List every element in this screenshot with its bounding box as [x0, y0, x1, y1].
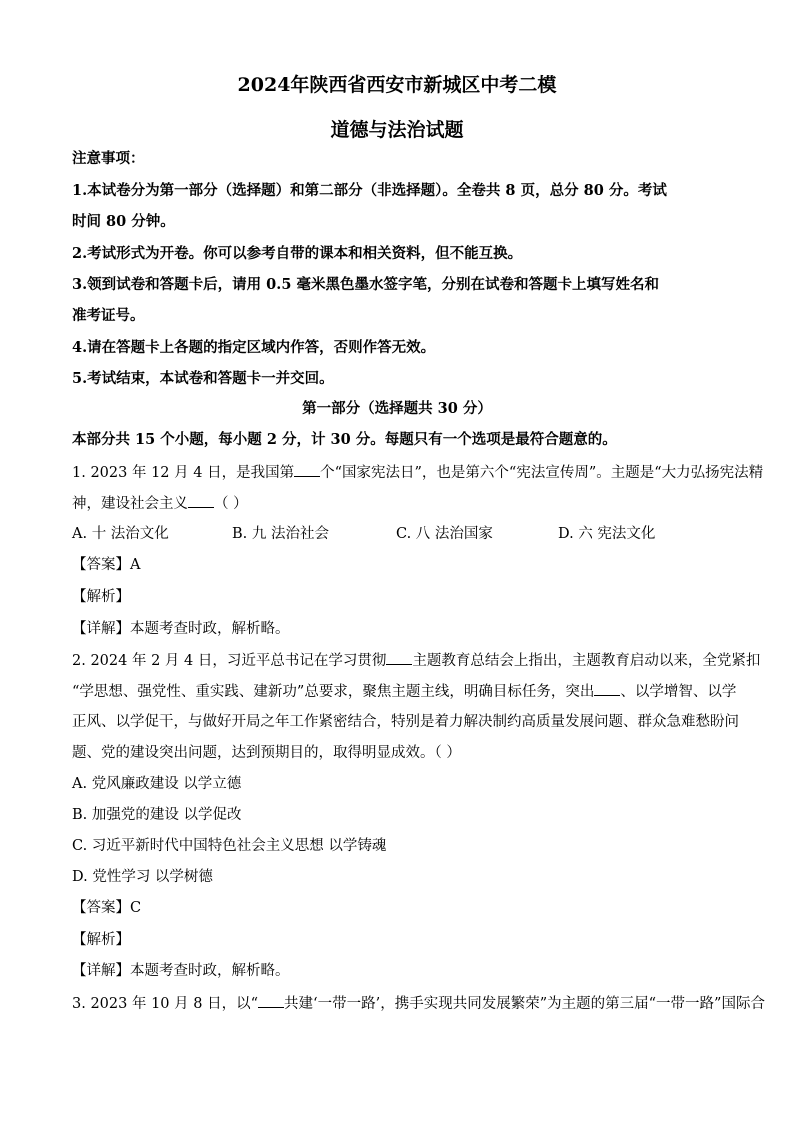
option-d: D. 党性学习 以学树德: [72, 869, 213, 885]
document-title: 2024年陕西省西安市新城区中考二模: [237, 74, 557, 96]
option-d: D. 六 宪法文化: [558, 526, 656, 542]
section-title: 第一部分（选择题共 30 分）: [302, 400, 492, 417]
question-2-line: 正风、以学促干，与做好开局之年工作紧密结合，特别是着力解决制约高质量发展问题、群众急难愁盼问: [72, 714, 739, 730]
question-text: “学思想、强党性、重实践、建新功”总要求，聚焦主题主线，明确目标任务，突出: [72, 684, 595, 700]
document-subtitle: 道德与法治试题: [330, 119, 464, 141]
note-line: 1.本试卷分为第一部分（选择题）和第二部分（非选择题）。全卷共 8 页，总分 80 分。考试: [72, 182, 667, 199]
note-line: 3.领到试卷和答题卡后，请用 0.5 毫米黑色墨水签字笔，分别在试卷和答题卡上填写姓名和: [72, 276, 659, 293]
fill-blank: [594, 681, 620, 696]
detail-line: 【详解】本题考查时政，解析略。: [72, 621, 290, 637]
question-text: 共建‘一带一路’，携手实现共同发展繁荣”为主题的第三届“一带一路”国际合: [283, 996, 765, 1012]
note-line: 时间 80 分钟。: [72, 213, 175, 230]
question-text: （ ）: [214, 496, 248, 512]
section-intro: 本部分共 15 个小题，每小题 2 分，计 30 分。每题只有一个选项是最符合题意的。: [72, 431, 617, 448]
question-3-line: [72, 993, 765, 1014]
question-text: 1. 2023 年 12 月 4 日，是我国第: [72, 465, 295, 481]
question-text: 、以学增智、以学: [620, 684, 737, 700]
question-2-line: [72, 650, 761, 671]
question-text: 3. 2023 年 10 月 8 日，以“: [72, 996, 258, 1012]
fill-blank: [386, 650, 412, 665]
fill-blank: [294, 462, 320, 477]
question-text: 2. 2024 年 2 月 4 日，习近平总书记在学习贯彻: [72, 653, 387, 669]
question-text: 主题教育总结会上指出，主题教育启动以来，全党紧扣: [412, 653, 761, 669]
question-2-line: [72, 681, 737, 702]
note-line: 准考证号。: [72, 307, 145, 324]
question-text: 个“国家宪法日”，也是第六个“宪法宣传周”。主题是“大力弘扬宪法精: [320, 465, 764, 481]
answer-line: 【答案】C: [72, 900, 142, 916]
question-text: 神，建设社会主义: [72, 496, 188, 512]
option-a: A. 党风廉政建设 以学立德: [72, 776, 242, 792]
note-line: 4.请在答题卡上各题的指定区域内作答，否则作答无效。: [72, 339, 436, 356]
question-2-line: 题、党的建设突出问题，达到预期目的，取得明显成效。（ ）: [72, 745, 461, 761]
fill-blank: [258, 993, 284, 1008]
option-b: B. 九 法治社会: [232, 526, 329, 542]
option-c: C. 八 法治国家: [396, 526, 493, 542]
note-line: 5.考试结束，本试卷和答题卡一并交回。: [72, 370, 334, 387]
option-b: B. 加强党的建设 以学促改: [72, 807, 242, 823]
fill-blank: [188, 493, 214, 508]
note-line: 2.考试形式为开卷。你可以参考自带的课本和相关资料，但不能互换。: [72, 245, 523, 262]
analysis-label: 【解析】: [72, 932, 130, 948]
detail-line: 【详解】本题考查时政，解析略。: [72, 963, 290, 979]
question-1-line: [72, 462, 764, 483]
notes-heading: 注意事项：: [72, 150, 145, 167]
option-c: C. 习近平新时代中国特色社会主义思想 以学铸魂: [72, 838, 387, 854]
answer-line: 【答案】A: [72, 557, 141, 573]
analysis-label: 【解析】: [72, 589, 130, 605]
option-a: A. 十 法治文化: [72, 526, 169, 542]
question-1-line: [72, 493, 732, 514]
